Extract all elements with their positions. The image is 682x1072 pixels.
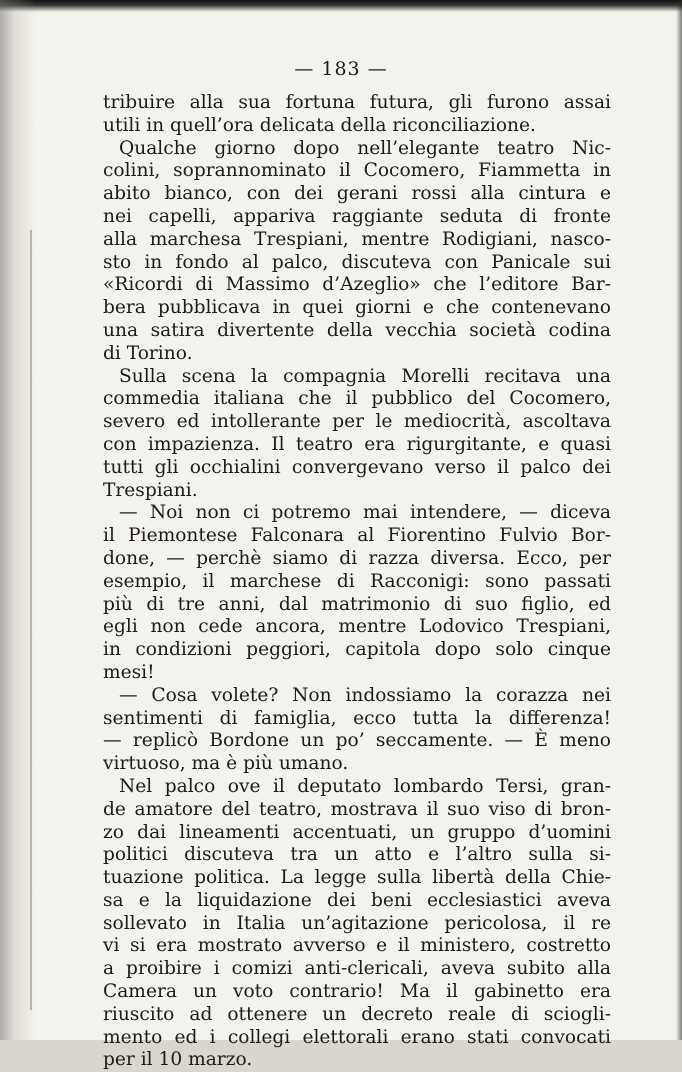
- text-line: con impazienza. Il teatro era rigurgitante, e quasi: [103, 433, 611, 455]
- text-line: — replicò Bordone un po’ seccamente. — È meno: [103, 730, 611, 752]
- text-line: più di tre anni, dal matrimonio di suo figlio, ed: [103, 593, 611, 615]
- text-line: sa e la liquidazione dei beni ecclesiastici aveva: [103, 889, 611, 911]
- text-line: de amatore del teatro, mostrava il suo viso di bron-: [103, 798, 611, 820]
- text-line: — Cosa volete? Non indossiamo la corazza nei: [119, 684, 611, 706]
- text-line: sollevato in Italia un’agitazione pericolosa, il re: [103, 912, 611, 934]
- text-line: done, — perchè siamo di razza diversa. Ecco, per: [103, 547, 611, 569]
- text-line: di Torino.: [103, 342, 193, 364]
- text-line: il Piemontese Falconara al Fiorentino Fulvio Bor-: [103, 525, 611, 547]
- page-number: — 183 —: [294, 58, 388, 80]
- text-line: a proibire i comizi anti-clericali, aveva subito alla: [103, 958, 611, 980]
- text-line: Camera un voto contrario! Ma il gabinetto era: [103, 981, 611, 1003]
- scan-top-border: [0, 0, 682, 12]
- text-line: colini, soprannominato il Cocomero, Fiammetta in: [103, 160, 611, 182]
- text-line: sto in fondo al palco, discuteva con Panicale sui: [103, 251, 611, 273]
- text-line: — Noi non ci potremo mai intendere, — diceva: [119, 502, 611, 524]
- text-line: virtuoso, ma è più umano.: [103, 753, 349, 775]
- text-line: bera pubblicava in quei giorni e che contenevano: [103, 297, 611, 319]
- text-line: riuscito ad ottenere un decreto reale di sciogli-: [103, 1003, 611, 1025]
- text-line: per il 10 marzo.: [103, 1049, 253, 1071]
- body-text: [103, 92, 611, 1072]
- text-line: politici discuteva tra un atto e l’altro sulla si-: [103, 844, 611, 866]
- text-line: esempio, il marchese di Racconigi: sono passati: [103, 570, 611, 592]
- gutter-line: [30, 230, 32, 1010]
- text-line: zo dai lineamenti accentuati, un gruppo d’uomini: [103, 821, 611, 843]
- text-line: egli non cede ancora, mentre Lodovico Trespiani,: [103, 616, 611, 638]
- text-line: Sulla scena la compagnia Morelli recitava una: [119, 365, 611, 387]
- text-line: Nel palco ove il deputato lombardo Tersi, gran-: [119, 775, 611, 797]
- text-line: sentimenti di famiglia, ecco tutta la differenza!: [103, 707, 611, 729]
- text-line: in condizioni peggiori, capitola dopo solo cinque: [103, 639, 611, 661]
- text-line: commedia italiana che il pubblico del Cocomero,: [103, 388, 611, 410]
- text-line: Qualche giorno dopo nell’elegante teatro Nic-: [119, 137, 611, 159]
- text-line: vi si era mostrato avverso e il ministero, costretto: [103, 935, 611, 957]
- text-line: nei capelli, appariva raggiante seduta di fronte: [103, 205, 611, 227]
- text-line: mento ed i collegi elettorali erano stati convocati: [103, 1026, 611, 1048]
- text-line: tutti gli occhialini convergevano verso il palco dei: [103, 456, 611, 478]
- text-line: Trespiani.: [103, 479, 198, 501]
- text-line: tribuire alla sua fortuna futura, gli furono assai: [103, 92, 611, 113]
- text-line: abito bianco, con dei gerani rossi alla cintura e: [103, 183, 611, 205]
- text-line: tuazione politica. La legge sulla libertà della Chie-: [103, 867, 611, 889]
- text-line: alla marchesa Trespiani, mentre Rodigiani, nasco-: [103, 228, 611, 250]
- scan-right-border: [676, 0, 682, 1040]
- text-line: «Ricordi di Massimo d’Azeglio» che l’editore Bar-: [103, 274, 611, 296]
- text-line: severo ed intollerante per le mediocrità, ascoltava: [103, 411, 611, 433]
- text-line: una satira divertente della vecchia società codina: [103, 319, 611, 341]
- text-line: mesi!: [103, 661, 155, 683]
- text-line: utili in quell’ora delicata della riconciliazione.: [103, 114, 536, 136]
